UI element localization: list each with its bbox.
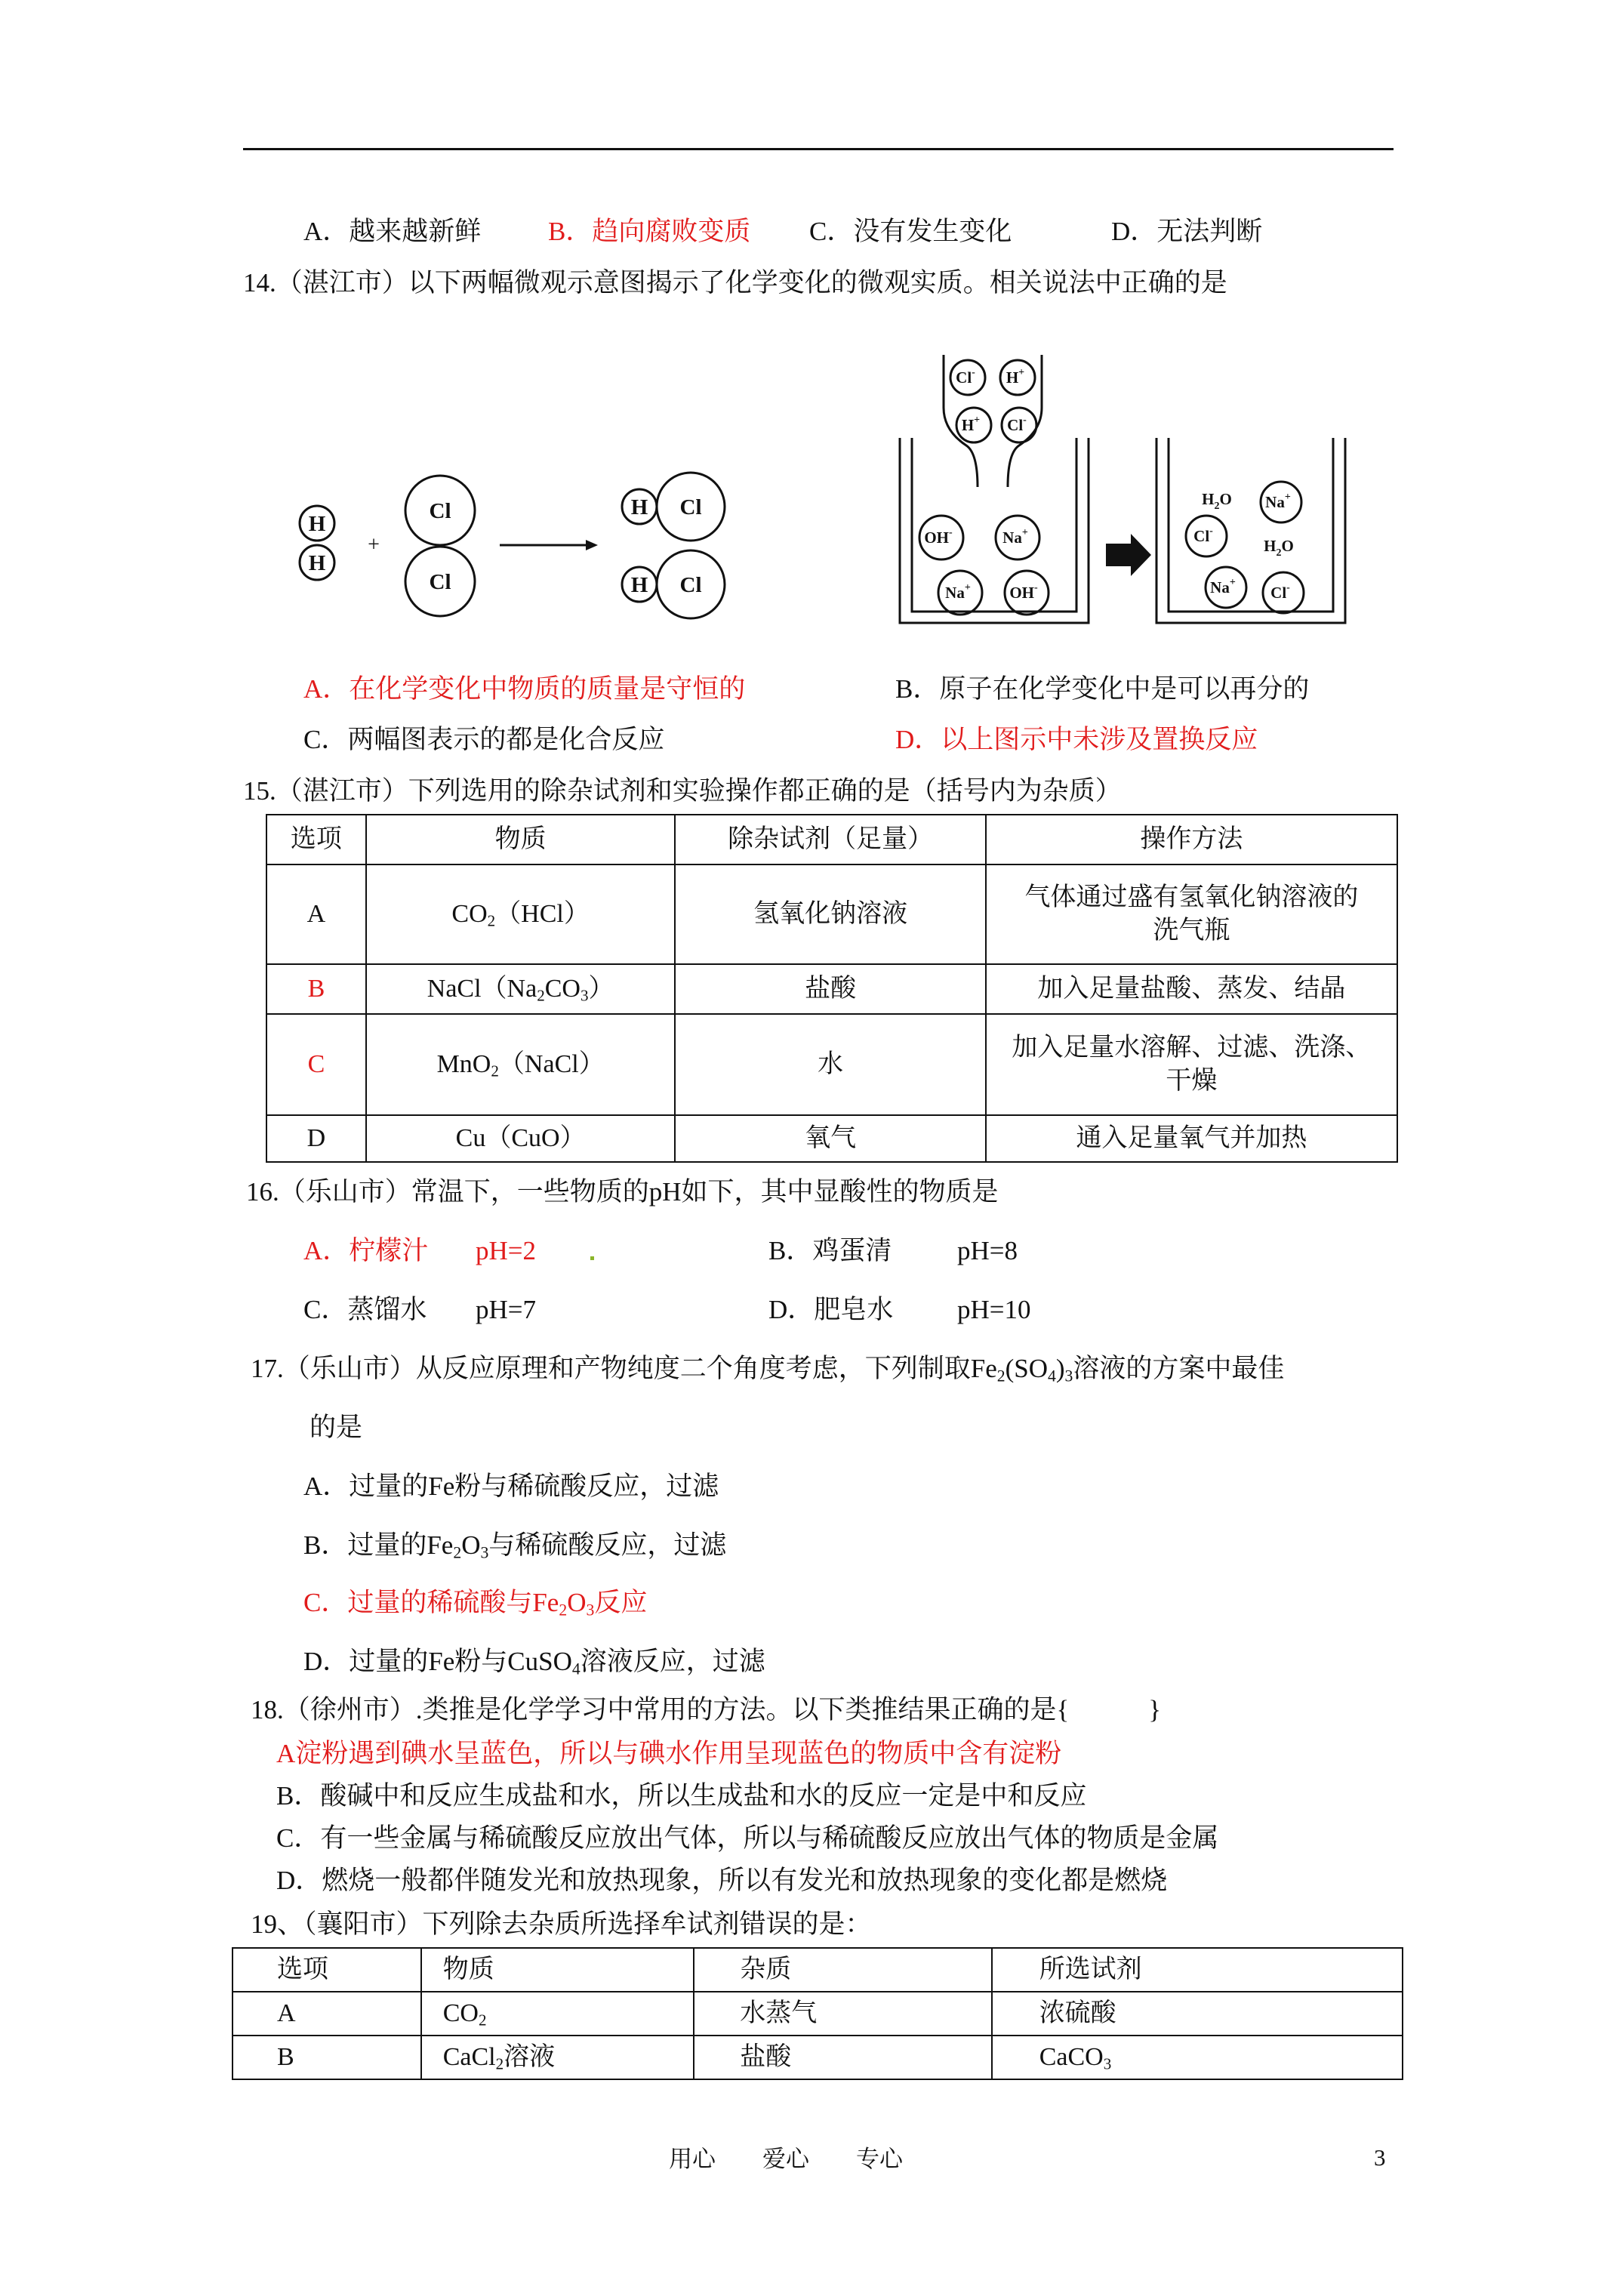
q17-option-c: C．过量的稀硫酸与$Fe_2O_3$反应 (303, 1588, 648, 1620)
svg-text:H2O: $H_2O$ (1202, 490, 1232, 512)
table-row (266, 1115, 1397, 1162)
q16-stem: 16.（乐山市）常温下，一些物质的pH如下，其中显酸性的物质是 (246, 1177, 999, 1207)
q13-option-d: D．无法判断 (1111, 217, 1263, 246)
option-cell: A (266, 864, 366, 964)
option-cell: D (266, 1115, 366, 1162)
q15-stem: 15.（湛江市）下列选用的除杂试剂和实验操作都正确的是（括号内为杂质） (243, 776, 1122, 806)
svg-text:H2O: $H_2O$ (1264, 537, 1294, 559)
option-cell: B (233, 2036, 421, 2079)
svg-text:Na+: Na+ (1265, 492, 1291, 511)
h-atom-label: H (630, 573, 648, 597)
substance-cell: Cu（CuO） (366, 1115, 676, 1162)
reagent-cell: CaCO$_3$ (992, 2036, 1403, 2079)
impurity-cell: 水蒸气 (694, 1992, 991, 2036)
q17-option-a: A．过量的Fe粉与稀硫酸反应，过滤 (303, 1472, 719, 1501)
q13-option-a: A．越来越新鲜 (303, 217, 482, 246)
q18-option-a: A淀粉遇到碘水呈蓝色，所以与碘水作用呈现蓝色的物质中含有淀粉 (276, 1739, 1062, 1768)
svg-text:Cl-: Cl- (1270, 582, 1290, 602)
svg-text:H+: H+ (961, 415, 981, 434)
cl-atom-label: Cl (679, 495, 702, 519)
svg-text:Na+: Na+ (1002, 527, 1028, 547)
substance-cell: $CO_2(HCl)$ (366, 864, 676, 964)
q16-option-a: A．柠檬汁 (303, 1236, 429, 1265)
q14-stem: 14.（湛江市）以下两幅微观示意图揭示了化学变化的微观实质。相关说法中正确的是 (243, 268, 1227, 297)
reagent-cell: 氧气 (675, 1115, 985, 1162)
q16-option-c-ph: pH=7 (476, 1295, 537, 1324)
q14-option-d: D．以上图示中未涉及置换反应 (895, 725, 1258, 754)
operation-cell: 加入足量水溶解、过滤、洗涤、 干燥 (986, 1014, 1397, 1115)
q16-option-b: B．鸡蛋清 (768, 1236, 892, 1265)
option-cell: A (233, 1992, 421, 2036)
svg-text:OH-: OH- (924, 527, 953, 547)
table-header-cell: 物质 (366, 815, 676, 864)
table-row (266, 864, 1397, 964)
q18-option-b: B．酸碱中和反应生成盐和水，所以生成盐和水的反应一定是中和反应 (276, 1781, 1087, 1811)
reagent-cell: 浓硫酸 (992, 1992, 1403, 2036)
substance-cell: MnO$_2$（NaCl） (366, 1014, 676, 1115)
header-rule (243, 148, 1394, 150)
table-header-row (233, 1948, 1403, 1992)
q16-option-c: C．蒸馏水 (303, 1295, 427, 1324)
substance-cell: $CO_2$ (421, 1992, 694, 2036)
q18-option-d: D．燃烧一般都伴随发光和放热现象，所以有发光和放热现象的变化都是燃烧 (276, 1866, 1168, 1895)
q17-stem-continued: 的是 (310, 1413, 363, 1442)
svg-text:Cl-: Cl- (956, 367, 975, 387)
table-header-cell: 选项 (233, 1948, 421, 1992)
q19-stem: 19、（襄阳市）下列除去杂质所选择牟试剂错误的是： (251, 1909, 872, 1939)
table-row (233, 1992, 1403, 2036)
impurity-cell: 盐酸 (694, 2036, 991, 2079)
svg-text:Na+: Na+ (945, 582, 971, 602)
q17-option-b: B．过量的$Fe_2O_3$与稀硫酸反应，过滤 (303, 1530, 727, 1562)
option-cell: C (266, 1014, 366, 1115)
table-header-cell: 物质 (421, 1948, 694, 1992)
q16-option-a-ph: pH=2 (476, 1236, 537, 1265)
h-atom-label: H (308, 551, 326, 575)
q19-table (232, 1947, 1403, 2080)
q14-option-b: B．原子在化学变化中是可以再分的 (895, 674, 1310, 704)
svg-text:OH-: OH- (1009, 582, 1038, 602)
option-cell: B (266, 964, 366, 1014)
h-atom-label: H (308, 512, 326, 536)
plus-sign: + (368, 533, 380, 556)
substance-cell: CaCl$_2$溶液 (421, 2036, 694, 2079)
stray-dot (590, 1256, 594, 1260)
hcl-molecule-diagram (287, 453, 740, 627)
q13-option-c: C．没有发生变化 (809, 217, 1012, 246)
neutralization-diagram (891, 347, 1397, 638)
page-number: 3 (1374, 2144, 1386, 2171)
q18-stem: 18.（徐州市）.类推是化学学习中常用的方法。以下类推结果正确的是{ } (251, 1695, 1162, 1724)
table-row (233, 2036, 1403, 2079)
table-row (266, 964, 1397, 1014)
table-header-cell: 所选试剂 (992, 1948, 1403, 1992)
q17-option-d: D．过量的Fe粉与CuSO$_4$溶液反应，过滤 (303, 1647, 765, 1678)
table-header-cell: 杂质 (694, 1948, 991, 1992)
q18-option-c: C．有一些金属与稀硫酸反应放出气体，所以与稀硫酸反应放出气体的物质是金属 (276, 1823, 1219, 1853)
q16-option-d-ph: pH=10 (957, 1295, 1031, 1324)
reagent-cell: 水 (675, 1014, 985, 1115)
operation-cell: 气体通过盛有氢氧化钠溶液的 洗气瓶 (986, 864, 1397, 964)
q17-stem: 17.（乐山市）从反应原理和产物纯度二个角度考虑，下列制取$Fe_2(SO_4)_3$溶液的方案中最佳 (251, 1354, 1285, 1385)
footer-motto: 用心 爱心 专心 (669, 2146, 903, 2172)
svg-text:Cl-: Cl- (1007, 415, 1027, 434)
substance-cell: $NaCl(Na_2CO_3)$ (366, 964, 676, 1014)
q14-option-a: A．在化学变化中物质的质量是守恒的 (303, 674, 746, 704)
q14-option-c: C．两幅图表示的都是化合反应 (303, 725, 665, 754)
q16-option-d: D．肥皂水 (768, 1295, 894, 1324)
table-header-cell: 除杂试剂（足量） (675, 815, 985, 864)
reagent-cell: 盐酸 (675, 964, 985, 1014)
operation-cell: 通入足量氧气并加热 (986, 1115, 1397, 1162)
table-row (266, 1014, 1397, 1115)
h-atom-label: H (630, 495, 648, 519)
table-header-cell: 选项 (266, 815, 366, 864)
table-header-cell: 操作方法 (986, 815, 1397, 864)
reagent-cell: 氢氧化钠溶液 (675, 864, 985, 964)
q16-option-b-ph: pH=8 (957, 1236, 1018, 1265)
cl-atom-label: Cl (429, 570, 451, 594)
table-header-row (266, 815, 1397, 864)
operation-cell: 加入足量盐酸、蒸发、结晶 (986, 964, 1397, 1014)
svg-text:Cl-: Cl- (1193, 525, 1213, 545)
svg-text:Na+: Na+ (1210, 577, 1236, 596)
q15-table (266, 814, 1398, 1163)
cl-atom-label: Cl (679, 573, 702, 597)
cl-atom-label: Cl (429, 499, 451, 523)
q13-option-b: B．趋向腐败变质 (548, 217, 751, 246)
svg-text:H+: H+ (1006, 367, 1025, 387)
